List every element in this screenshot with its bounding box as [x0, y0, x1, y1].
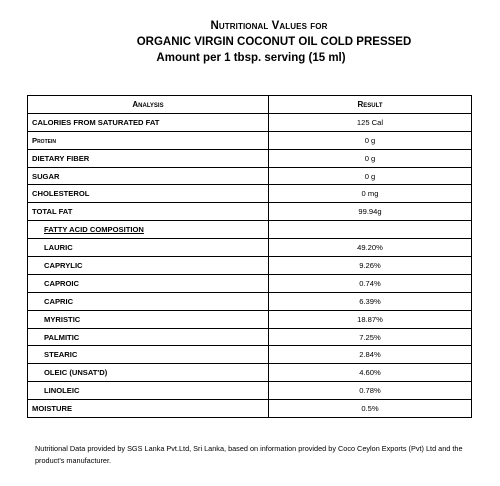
- analysis-cell: LAURIC: [28, 239, 269, 257]
- result-cell: 18.87%: [269, 310, 472, 328]
- analysis-cell: CAPROIC: [28, 274, 269, 292]
- table-row: [28, 239, 472, 257]
- analysis-cell: OLEIC (UNSAT'D): [28, 364, 269, 382]
- analysis-cell: CHOLESTEROL: [28, 185, 269, 203]
- table-row: [28, 400, 472, 418]
- result-cell: 0 g: [269, 131, 472, 149]
- analysis-cell: SUGAR: [28, 167, 269, 185]
- analysis-cell: Protein: [28, 131, 269, 149]
- result-cell: 0 g: [269, 167, 472, 185]
- title-line-2: ORGANIC VIRGIN COCONUT OIL COLD PRESSED: [136, 36, 412, 48]
- analysis-cell: STEARIC: [28, 346, 269, 364]
- analysis-cell: MYRISTIC: [28, 310, 269, 328]
- result-cell: 7.25%: [269, 328, 472, 346]
- analysis-cell: CALORIES FROM SATURATED FAT: [28, 113, 269, 131]
- table-row: [28, 131, 472, 149]
- result-cell: 49.20%: [269, 239, 472, 257]
- analysis-cell: PALMITIC: [28, 328, 269, 346]
- analysis-cell: FATTY ACID COMPOSITION: [28, 221, 269, 239]
- table-row: [28, 292, 472, 310]
- table-row: [28, 382, 472, 400]
- table-row: [28, 221, 472, 239]
- header-result: Result: [269, 96, 472, 114]
- analysis-cell: CAPRYLIC: [28, 257, 269, 275]
- analysis-cell: CAPRIC: [28, 292, 269, 310]
- result-cell: 0.74%: [269, 274, 472, 292]
- table-row: [28, 167, 472, 185]
- table-row: [28, 346, 472, 364]
- table-row: [28, 257, 472, 275]
- table-row: [28, 310, 472, 328]
- table-body: [28, 113, 472, 417]
- table-header-row: [28, 96, 472, 114]
- table-row: [28, 149, 472, 167]
- header-analysis: Analysis: [28, 96, 269, 114]
- result-cell: 0.78%: [269, 382, 472, 400]
- result-cell: 99.94g: [269, 203, 472, 221]
- nutrition-table: [27, 95, 472, 418]
- table-row: [28, 113, 472, 131]
- result-cell: 9.26%: [269, 257, 472, 275]
- result-cell: 0.5%: [269, 400, 472, 418]
- analysis-cell: LINOLEIC: [28, 382, 269, 400]
- table-row: [28, 274, 472, 292]
- table-row: [28, 364, 472, 382]
- analysis-cell: TOTAL FAT: [28, 203, 269, 221]
- result-cell: 4.60%: [269, 364, 472, 382]
- result-cell: 2.84%: [269, 346, 472, 364]
- result-cell: 125 Cal: [269, 113, 472, 131]
- analysis-cell: DIETARY FIBER: [28, 149, 269, 167]
- analysis-cell: MOISTURE: [28, 400, 269, 418]
- title-block: [0, 18, 500, 66]
- title-line-1: Nutritional Values for: [210, 20, 328, 32]
- result-cell: 0 mg: [269, 185, 472, 203]
- title-line-3: Amount per 1 tbsp. serving (15 ml): [156, 52, 346, 64]
- footnote: Nutritional Data provided by SGS Lanka Pvt.Ltd, Sri Lanka, based on information provided by Coco Ceylon Exports (Pvt) Ltd and the product's manufacturer.: [35, 444, 463, 465]
- result-cell: 6.39%: [269, 292, 472, 310]
- table-row: [28, 203, 472, 221]
- result-cell: [269, 221, 472, 239]
- table-row: [28, 328, 472, 346]
- table-row: [28, 185, 472, 203]
- result-cell: 0 g: [269, 149, 472, 167]
